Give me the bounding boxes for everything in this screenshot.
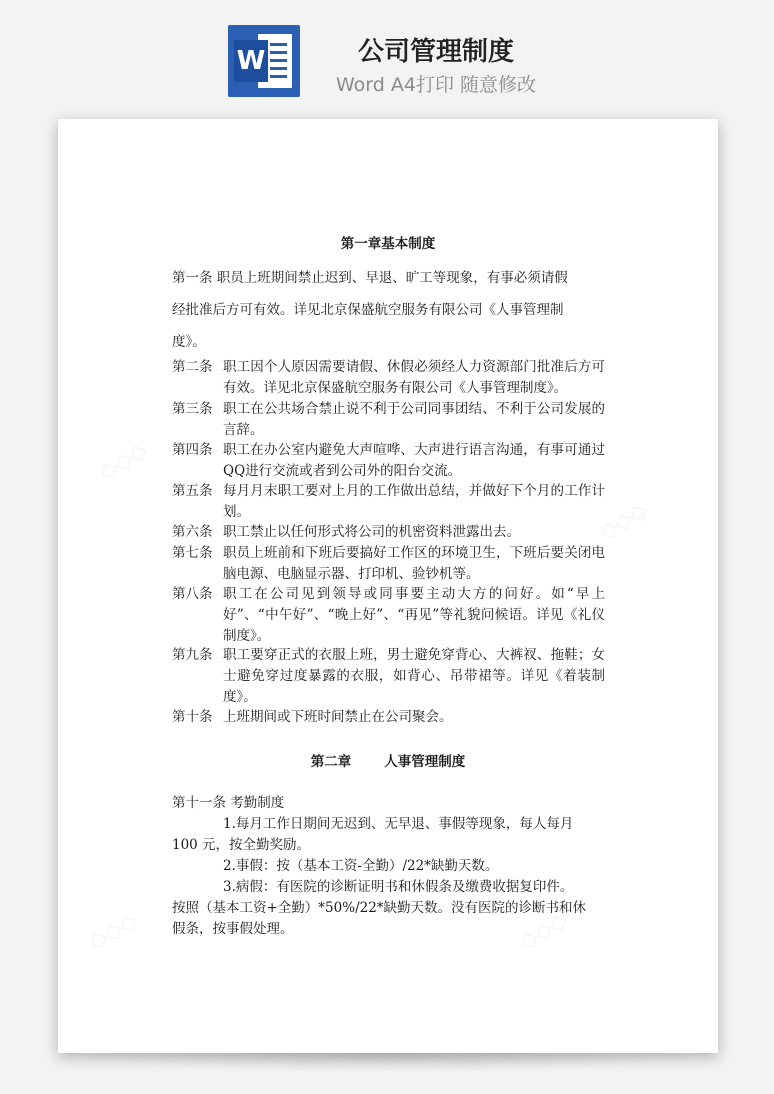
article-text: 职工在公共场合禁止说不利于公司同事团结、不利于公司发展的言辞。 bbox=[223, 401, 605, 438]
article-label: 第五条 bbox=[172, 483, 213, 499]
word-logo-icon bbox=[228, 25, 300, 97]
article-label: 第二条 bbox=[172, 359, 213, 375]
document-page bbox=[58, 119, 718, 1053]
article-text: 职工在办公室内避免大声喧哗、大声进行语言沟通，有事可通过QQ进行交流或者到公司外的阳台交流。 bbox=[223, 442, 605, 479]
article-label: 第八条 bbox=[172, 586, 213, 602]
chapter-2-title: 第二章 人事管理制度 bbox=[310, 754, 466, 770]
watermark: ◇◇◇ bbox=[95, 437, 152, 486]
page-shadow bbox=[70, 1053, 706, 1073]
article-text: 职工禁止以任何形式将公司的机密资料泄露出去。 bbox=[223, 524, 520, 540]
article-label: 第七条 bbox=[172, 545, 213, 561]
watermark: ◇◇◇ bbox=[85, 907, 142, 956]
article-1-line-2: 经批准后方可有效。详见北京保盛航空服务有限公司《人事管理制 bbox=[172, 302, 564, 318]
article-label: 第三条 bbox=[172, 401, 213, 417]
page-subtitle: Word A4打印 随意修改 bbox=[335, 74, 536, 96]
article-11-title: 第十一条 考勤制度 bbox=[172, 795, 285, 811]
article-1-line-1: 第一条 职员上班期间禁止迟到、早退、旷工等现象，有事必须请假 bbox=[172, 270, 568, 286]
watermark: ◇◇◇ bbox=[515, 907, 572, 956]
attendance-item-3-line-1: 3.病假：有医院的诊断证明书和休假条及缴费收据复印件。 bbox=[223, 879, 574, 895]
article-label: 第九条 bbox=[172, 647, 213, 663]
article-text: 职员上班前和下班后要搞好工作区的环境卫生，下班后要关闭电脑电源、电脑显示器、打印机、验钞机等。 bbox=[223, 545, 605, 582]
article-label: 第十条 bbox=[172, 709, 213, 725]
article-text: 上班期间或下班时间禁止在公司聚会。 bbox=[223, 709, 453, 725]
article-label: 第四条 bbox=[172, 442, 213, 458]
chapter-1-title: 第一章基本制度 bbox=[340, 236, 436, 252]
attendance-item-3-line-3: 假条，按事假处理。 bbox=[172, 921, 294, 937]
attendance-item-1-line-1: 1.每月工作日期间无迟到、无早退、事假等现象，每人每月 bbox=[223, 816, 574, 832]
word-letter-badge: W bbox=[234, 40, 268, 82]
article-label: 第六条 bbox=[172, 524, 213, 540]
header bbox=[0, 0, 774, 110]
page-title: 公司管理制度 bbox=[357, 37, 514, 67]
watermark: ◇◇◇ bbox=[595, 497, 652, 546]
article-text: 职工因个人原因需要请假、休假必须经人力资源部门批准后方可有效。详见北京保盛航空服务有限公司《人事管理制度》。 bbox=[223, 359, 605, 396]
article-text: 职工在公司见到领导或同事要主动大方的问好。如“早上好”、“中午好”、“晚上好”、“再见”等礼貌问候语。详见《礼仪制度》。 bbox=[223, 586, 605, 644]
attendance-item-1-line-2: 100 元，按全勤奖励。 bbox=[172, 837, 311, 853]
attendance-item-2: 2.事假：按（基本工资-全勤）/22*缺勤天数。 bbox=[223, 858, 499, 874]
attendance-item-3-line-2: 按照（基本工资+全勤）*50%/22*缺勤天数。没有医院的诊断书和休 bbox=[172, 900, 587, 916]
article-text: 每月月末职工要对上月的工作做出总结，并做好下个月的工作计划。 bbox=[223, 483, 605, 520]
article-text: 职工要穿正式的衣服上班，男士避免穿背心、大裤衩、拖鞋；女士避免穿过度暴露的衣服，如背心、吊带裙等。详见《着装制度》。 bbox=[223, 647, 605, 705]
article-1-line-3: 度》。 bbox=[172, 334, 206, 350]
